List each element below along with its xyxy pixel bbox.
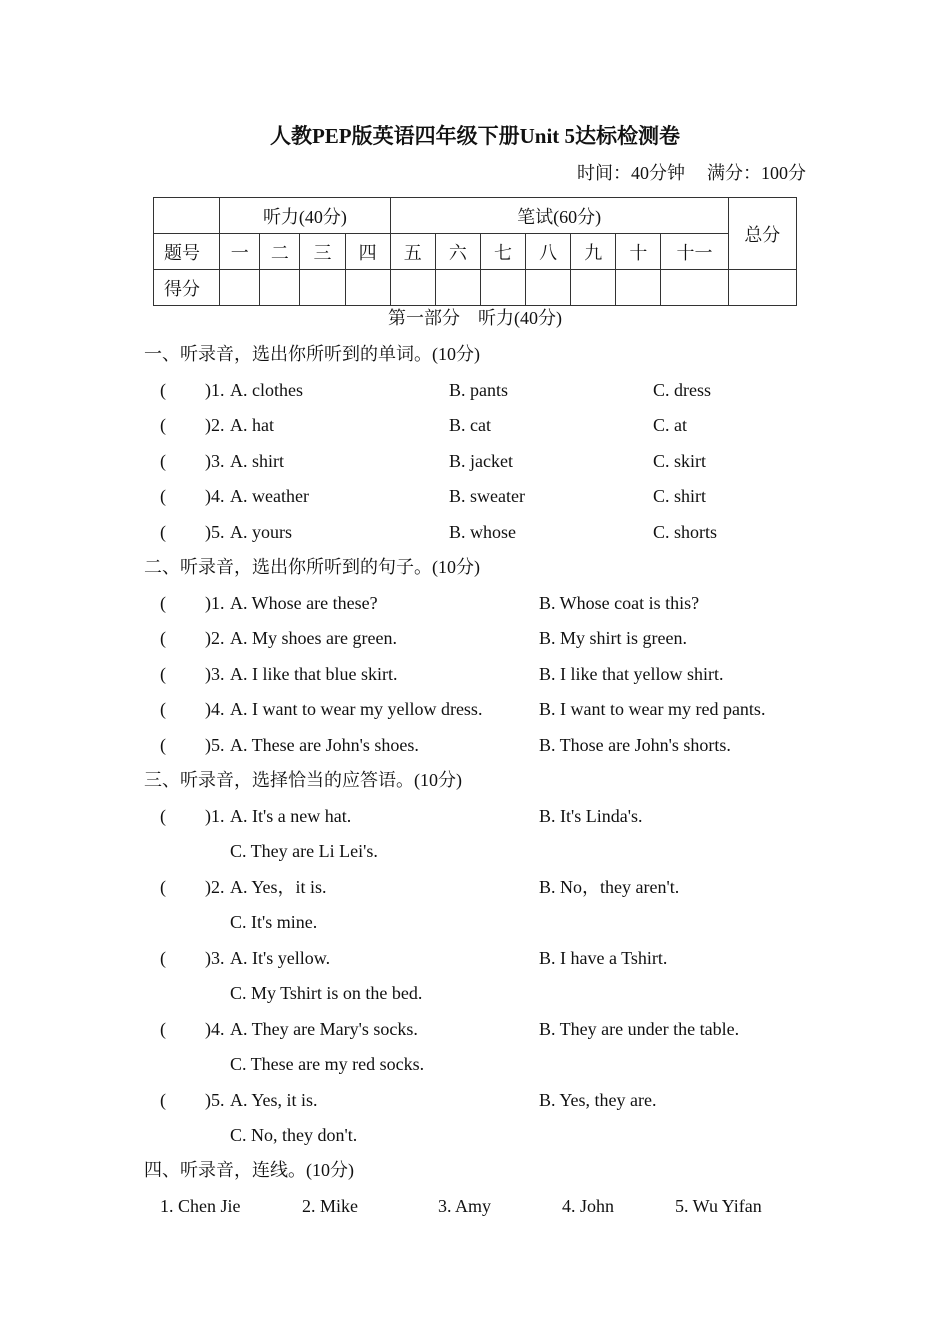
option-a: A. yours [230, 522, 292, 542]
col-number: 五 [390, 234, 435, 270]
col-number: 六 [435, 234, 480, 270]
option-a: A. weather [230, 486, 309, 506]
option-b: B. No，they aren't. [539, 877, 680, 897]
option-a: A. It's yellow. [230, 948, 331, 968]
answer-paren[interactable]: ( [160, 415, 166, 435]
option-c: C. dress [653, 380, 711, 400]
part-title: 第一部分 听力(40分) [388, 308, 562, 328]
question-number: )5. [205, 735, 225, 755]
option-c: C. They are Li Lei's. [230, 841, 378, 861]
option-b: B. Whose coat is this? [539, 593, 700, 613]
match-name: 4. John [562, 1196, 615, 1216]
answer-paren[interactable]: ( [160, 664, 166, 684]
page-title: 人教PEP版英语四年级下册Unit 5达标检测卷 [269, 124, 681, 148]
score-cell[interactable] [220, 270, 260, 306]
answer-paren[interactable]: ( [160, 806, 166, 826]
option-a: A. shirt [230, 451, 284, 471]
option-a: A. Yes，it is. [230, 877, 327, 897]
option-b: B. jacket [449, 451, 513, 471]
section-title: 二、听录音，选出你所听到的句子。(10分) [144, 557, 480, 577]
option-c: C. My Tshirt is on the bed. [230, 983, 423, 1003]
exam-meta [577, 164, 806, 182]
section-title: 一、听录音，选出你所听到的单词。(10分) [144, 344, 480, 364]
row-label-score: 得分 [154, 270, 220, 306]
score-cell[interactable] [300, 270, 345, 306]
question-number: )1. [205, 380, 225, 400]
option-b: B. They are under the table. [539, 1019, 740, 1039]
score-cell[interactable] [390, 270, 435, 306]
score-cell[interactable] [728, 270, 796, 306]
col-number: 七 [480, 234, 525, 270]
option-b: B. I want to wear my red pants. [539, 699, 766, 719]
option-b: B. whose [449, 522, 516, 542]
listening-header: 听力(40分) [220, 198, 390, 234]
option-a: A. I want to wear my yellow dress. [230, 699, 483, 719]
question-number: )2. [205, 628, 225, 648]
answer-paren[interactable]: ( [160, 486, 166, 506]
option-b: B. Those are John's shorts. [539, 735, 731, 755]
match-name: 5. Wu Yifan [675, 1196, 762, 1216]
col-number: 八 [526, 234, 571, 270]
answer-paren[interactable]: ( [160, 1019, 166, 1039]
option-b: B. cat [449, 415, 491, 435]
option-b: B. I have a Tshirt. [539, 948, 668, 968]
option-b: B. My shirt is green. [539, 628, 687, 648]
answer-paren[interactable]: ( [160, 948, 166, 968]
option-c: C. at [653, 415, 687, 435]
option-b: B. pants [449, 380, 509, 400]
question-number: )3. [205, 664, 225, 684]
question-number: )1. [205, 593, 225, 613]
option-a: A. These are John's shoes. [230, 735, 419, 755]
answer-paren[interactable]: ( [160, 593, 166, 613]
option-b: B. Yes, they are. [539, 1090, 657, 1110]
question-number: )4. [205, 486, 225, 506]
answer-paren[interactable]: ( [160, 699, 166, 719]
question-number: )3. [205, 948, 225, 968]
writing-header: 笔试(60分) [390, 198, 728, 234]
option-c: C. shirt [653, 486, 707, 506]
question-number: )2. [205, 877, 225, 897]
answer-paren[interactable]: ( [160, 522, 166, 542]
option-a: A. My shoes are green. [230, 628, 397, 648]
question-number: )3. [205, 451, 225, 471]
col-number: 十一 [661, 234, 728, 270]
total-header: 总分 [728, 198, 796, 270]
match-name: 1. Chen Jie [160, 1196, 241, 1216]
section-title: 三、听录音，选择恰当的应答语。(10分) [144, 770, 462, 790]
score-cell[interactable] [435, 270, 480, 306]
option-a: A. clothes [230, 380, 303, 400]
answer-paren[interactable]: ( [160, 735, 166, 755]
col-number: 九 [571, 234, 616, 270]
col-number: 一 [220, 234, 260, 270]
option-c: C. These are my red socks. [230, 1054, 425, 1074]
question-number: )4. [205, 699, 225, 719]
answer-paren[interactable]: ( [160, 451, 166, 471]
score-cell[interactable] [345, 270, 390, 306]
option-b: B. I like that yellow shirt. [539, 664, 724, 684]
col-number: 三 [300, 234, 345, 270]
option-a: A. Whose are these? [230, 593, 378, 613]
score-cell[interactable] [260, 270, 300, 306]
answer-paren[interactable]: ( [160, 380, 166, 400]
option-a: A. I like that blue skirt. [230, 664, 398, 684]
col-number: 十 [616, 234, 661, 270]
option-a: A. It's a new hat. [230, 806, 352, 826]
score-cell[interactable] [526, 270, 571, 306]
match-name: 2. Mike [302, 1196, 358, 1216]
score-cell[interactable] [661, 270, 728, 306]
col-number: 四 [345, 234, 390, 270]
row-label-number: 题号 [154, 234, 220, 270]
option-c: C. skirt [653, 451, 707, 471]
option-b: B. It's Linda's. [539, 806, 643, 826]
score-table [153, 197, 797, 306]
question-number: )5. [205, 1090, 225, 1110]
option-a: A. Yes, it is. [230, 1090, 318, 1110]
question-number: )1. [205, 806, 225, 826]
option-c: C. shorts [653, 522, 718, 542]
score-cell[interactable] [616, 270, 661, 306]
option-b: B. sweater [449, 486, 525, 506]
score-cell[interactable] [571, 270, 616, 306]
question-number: )4. [205, 1019, 225, 1039]
option-a: A. hat [230, 415, 274, 435]
question-number: )2. [205, 415, 225, 435]
match-name: 3. Amy [438, 1196, 492, 1216]
answer-paren[interactable]: ( [160, 628, 166, 648]
question-number: )5. [205, 522, 225, 542]
answer-paren[interactable]: ( [160, 1090, 166, 1110]
score-cell[interactable] [480, 270, 525, 306]
option-c: C. No, they don't. [230, 1125, 358, 1145]
option-a: A. They are Mary's socks. [230, 1019, 418, 1039]
col-number: 二 [260, 234, 300, 270]
option-c: C. It's mine. [230, 912, 318, 932]
time-info: 时间：40分钟 [577, 163, 685, 183]
score-info: 满分：100分 [707, 163, 806, 183]
answer-paren[interactable]: ( [160, 877, 166, 897]
table-corner [154, 198, 220, 234]
section-title: 四、听录音，连线。(10分) [144, 1160, 354, 1180]
